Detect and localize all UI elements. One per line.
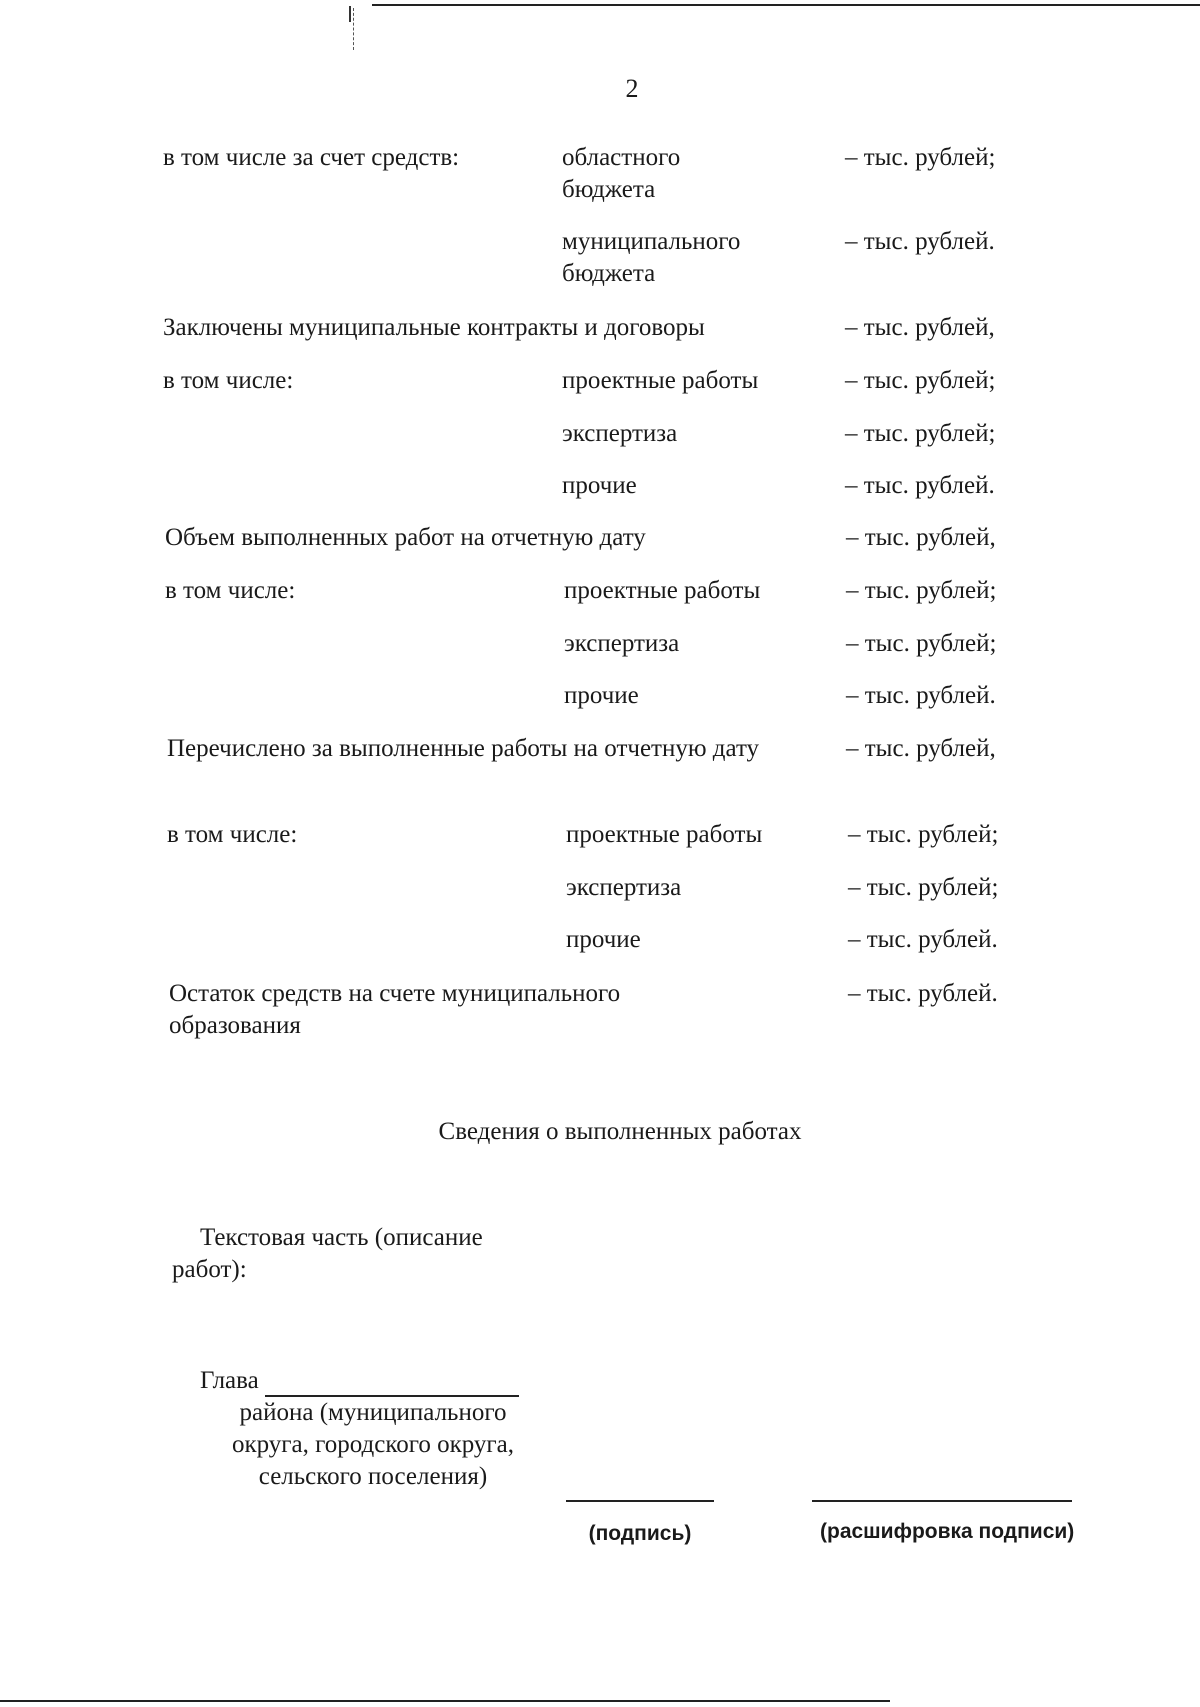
contracts-item-name: прочие [562, 472, 637, 499]
funding-source-name: областного бюджета [562, 144, 681, 203]
scan-bottom-edge [0, 1700, 890, 1702]
work-volume-item-name: прочие [564, 682, 639, 709]
balance-title: Остаток средств на счете муниципального образования [169, 980, 621, 1039]
contracts-item-name: проектные работы [562, 367, 759, 394]
transferred-title: Перечислено за выполненные работы на отчетную дату [167, 735, 760, 762]
work-volume-sub-label: в том числе: [165, 577, 296, 604]
contracts-item-name: экспертиза [562, 420, 678, 447]
work-volume-item-name: проектные работы [564, 577, 761, 604]
work-volume-title: Объем выполненных работ на отчетную дату [165, 524, 646, 551]
contracts-amount: – тыс. рублей, [845, 314, 995, 341]
decryption-caption: (расшифровка подписи) [820, 1520, 1075, 1543]
funding-label: в том числе за счет средств: [163, 144, 460, 171]
head-description: района (муниципального округа, городского округа, сельского поселения) [231, 1399, 515, 1490]
signature-line [566, 1500, 714, 1502]
scan-mark [349, 6, 351, 22]
funding-source-name: муниципального бюджета [562, 228, 741, 287]
transferred-item-name: проектные работы [566, 821, 763, 848]
head-name-blank [265, 1369, 519, 1397]
scan-mark [353, 8, 355, 50]
signatory-block [200, 1365, 540, 1493]
page-number: 2 [625, 74, 639, 103]
transferred-amount: – тыс. рублей, [846, 735, 996, 762]
contracts-sub-label: в том числе: [163, 367, 294, 394]
balance-amount: – тыс. рублей. [848, 980, 998, 1007]
contracts-item-amount: – тыс. рублей. [845, 472, 995, 499]
contracts-item-amount: – тыс. рублей; [845, 420, 996, 447]
transferred-item-name: экспертиза [566, 874, 682, 901]
work-volume-item-amount: – тыс. рублей; [846, 577, 997, 604]
contracts-item-amount: – тыс. рублей; [845, 367, 996, 394]
funding-source-amount: – тыс. рублей; [845, 144, 996, 171]
transferred-sub-label: в том числе: [167, 821, 298, 848]
work-volume-item-amount: – тыс. рублей; [846, 630, 997, 657]
funding-source-amount: – тыс. рублей. [845, 228, 995, 255]
decryption-line [812, 1500, 1072, 1502]
scan-top-edge [372, 4, 1200, 6]
work-volume-item-amount: – тыс. рублей. [846, 682, 996, 709]
transferred-item-amount: – тыс. рублей. [848, 926, 998, 953]
work-volume-item-name: экспертиза [564, 630, 680, 657]
section-heading: Сведения о выполненных работах [438, 1118, 802, 1145]
work-volume-amount: – тыс. рублей, [846, 524, 996, 551]
transferred-item-amount: – тыс. рублей; [848, 821, 999, 848]
head-label: Глава [200, 1367, 259, 1394]
signature-caption: (подпись) [588, 1522, 692, 1545]
transferred-item-amount: – тыс. рублей; [848, 874, 999, 901]
contracts-title: Заключены муниципальные контракты и договоры [163, 314, 705, 341]
transferred-item-name: прочие [566, 926, 641, 953]
text-part-label: Текстовая часть (описание работ): [172, 1224, 483, 1283]
